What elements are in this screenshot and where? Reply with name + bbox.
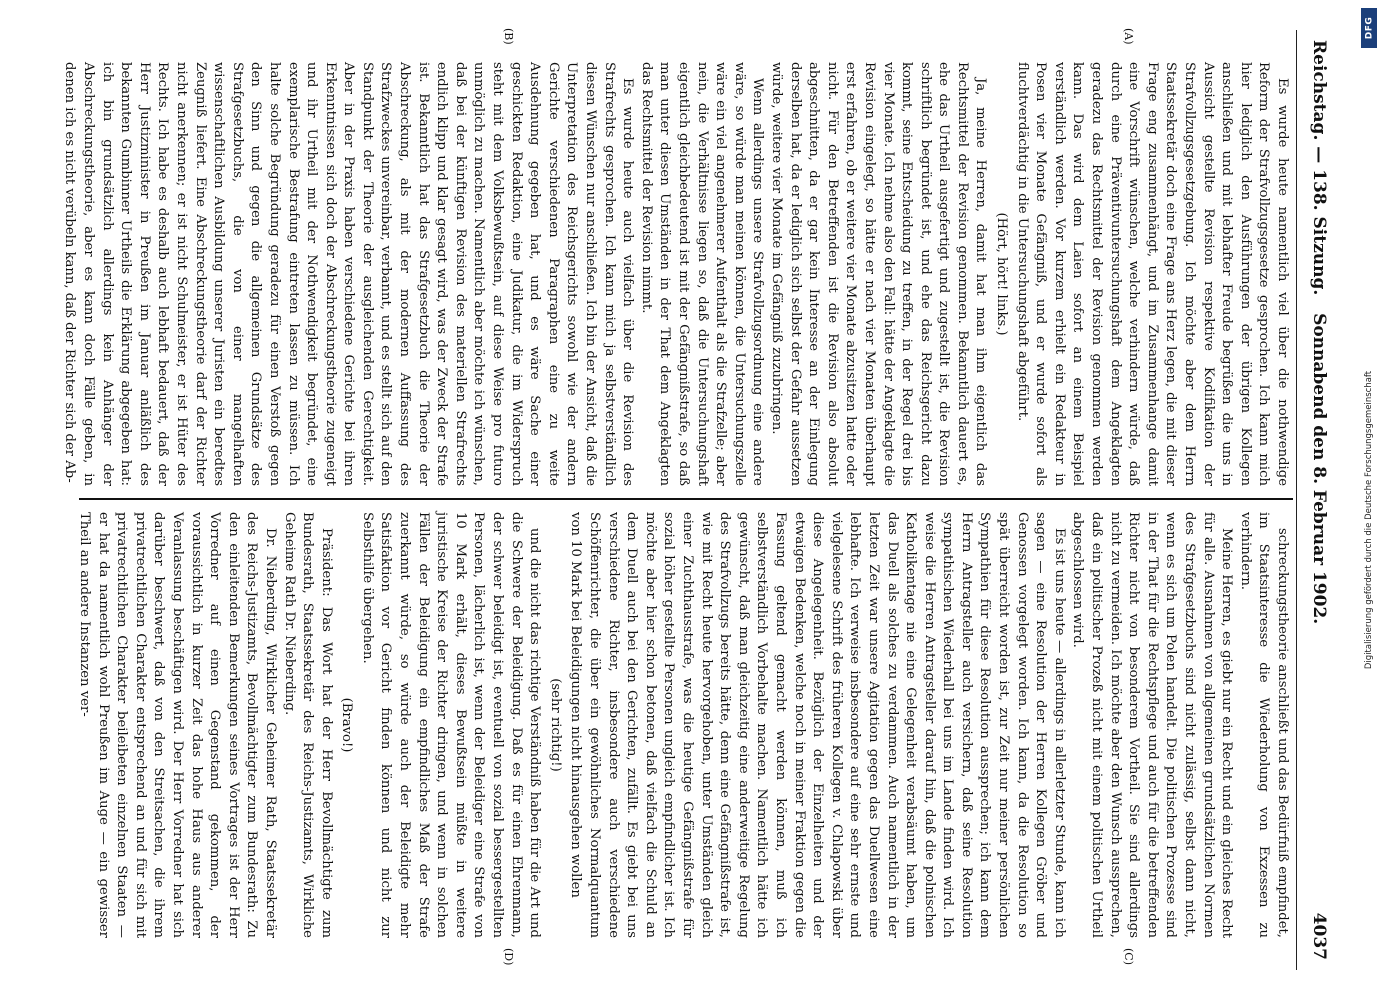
digitization-credit-text: Digitalisierung gefördert durch die Deutsche Forschungsgemeinschaft — [1364, 370, 1374, 670]
paragraph: Es ist uns heute — allerdings in allerletzter Stunde, kann ich sagen — eine Resolution der Herren Kollegen Gröber und Genossen vorgelegt worden. Ich kann, da die Resolution so spät überreicht worden ist, zur Zeit nur meiner persönlichen Sympathien für diese Resolution aussprechen; ich kann dem Herrn Antragsteller auch versichern, daß seine Resolution sympathischen Wiederhall bei uns im Lande finden wird. Ich weise die Herren Antragsteller darauf hin, daß die polnischen Katholikentage nie eine Gelegenheit verabsäumt haben, um das Duell als solches zu verdammen. Auch namentlich in der letzten Zeit war unsere Agitation gegen das Duellwesen eine lebhafte. Ich verweise insbesondere auf eine sehr ernste und vielgelesene Schrift des früheren Kollegen v. Chlapowski über diese Angelegenheit. Bezüglich der Einzelheiten und der etwaigen Bedenken, welche noch in meiner Fraktion gegen die Fassung geltend gemacht werden können, muß ich selbstverständlich Vorbehalte machen. Namentlich hätte ich gewünscht, daß man gleichzeitig eine anderweitige Regelung des Strafvollzugs bereits hätte, denn eine Gefängnißstrafe ist, wie mit Recht heute hervorgehoben, unter Umständen gleich einer Zuchthausstrafe, was die heutige Gefängnißstrafe für sozial höher gestellte Personen ungleich empfindlicher ist. Ich möchte aber hier schon betonen, daß vielfach die Schuld an dem Duell auch bei den Gerichten, zufällt. Es giebt bei uns verschiedene Richter, insbesondere auch verschiedene Schöffenrichter, die über ein gewöhnliches Normalquantum von 10 Mark bei Beleidigungen nicht hinausgehen wollen — [568, 512, 1067, 938]
interjection: (Bravo!) — [339, 697, 355, 753]
header-rule — [1296, 30, 1297, 970]
dfg-logo-text: DFG — [1364, 16, 1375, 40]
paragraph: Wenn allerdings unsere Strafvollzugsordnung eine andere wäre, so würde man meinen können, die Untersuchungszelle wäre ein viel angenehmerer Aufenthalt als die Strafzelle; aber nein, die Verhältnisse liegen so, daß die Untersuchungshaft eigentlich gleichbedeutend ist mit der Gefängnißstrafe, so daß man unter diesen Umständen in der That dem Angeklagten das Rechtsmittel der Revision nimmt. — [638, 62, 766, 486]
margin-marker-a: (A) — [1122, 28, 1135, 45]
column-divider — [79, 498, 1293, 500]
paragraph: Präsident: Das Wort hat der Herr Bevollmächtigte zum Bundesrath, Staatssekretär des Reichs-Justizamts, Wirkliche Geheime Rath Dr. Nieberding. — [281, 512, 334, 938]
digitization-credit — [1360, 120, 1378, 920]
paragraph: Dr. Nieberding, Wirklicher Geheimer Rath, Staatssekretär des Reichs-Justizamts, Bevollmächtigter zum Bundesrath: Zu den einleitenden Bemerkungen seines Vortrages ist der Herr Vorredner auf einen Gegenstand gekommen, der voraussichtlich in kurzer Zeit das hohe Haus aus anderer Veranlassung beschäftigen wird. Der Herr Vorredner hat sich darüber beschwert, daß von den Streitsachen, die ihrem privatrechtlichen Charakter entsprechend an und für sich mit privatrechtlichen Charakter beileibeten einzelnen Staaten — er hat da namentlich wohl Preußen im Auge — ein gewisser Theil an andere Instanzen ver- — [77, 512, 278, 938]
interjection: (Hört, hört! links.) — [994, 212, 1010, 336]
margin-marker-d: (D) — [502, 948, 515, 966]
paragraph: Ja, meine Herren, damit hat man ihm eigentlich das Rechtsmittel der Revision genommen. Bekanntlich dauert es, ehe das Urtheil ausgefertigt und zugestellt ist, die Revision schriftlich begründet ist, und ehe das Reichsgericht dazu kommt, seine Entscheidung zu treffen, in der Regel drei bis vier Monate. Ich nehme also den Fall: hätte der Angeklagte die Revision eingelegt, so hätte er nach vier Monaten überhaupt erst erfahren, ob er weitere vier Monate abzusitzen hatte oder nicht. Für den Betreffenden ist die Revision also absolut abgeschnitten, da er gar kein Interesse an der Einlegung derselben hat, da er lediglich sich selbst der Gefahr aussetzen würde, weitere vier Monate im Gefängniß zuzubringen. — [768, 62, 989, 486]
right-column — [75, 512, 1291, 938]
page-number: 4037 — [1309, 912, 1329, 960]
margin-marker-b: (B) — [502, 28, 515, 45]
page-header — [1301, 40, 1329, 960]
paragraph: und die nicht das richtige Verständniß haben für die Art und die Schwere der Beleidigung. Daß es für einen Ehrenmann, der schwer beleidigt ist, eventuell von sozial bessergestellten Personen, lächerlich ist, wenn der Beleidiger eine Strafe von 10 Mark erhält, dieses Bewußtsein müßte in weitere juristische Kreise der Richter dringen, und wenn in solchen Fällen der Beleidigung ein empfindliches Maß der Strafe zuerkannt würde, so würde auch der Beleidigte mehr Satisfaktion vor Gericht finden können und nicht zur Selbsthilfe übergehen. — [359, 512, 543, 938]
header-session: Reichstag. — 138. Sitzung. Sonnabend den 8. Februar 1902. — [1309, 40, 1329, 625]
dfg-logo — [1361, 8, 1377, 48]
margin-marker-c: (C) — [1122, 948, 1135, 965]
paragraph: Es wurde heute auch vielfach über die Revision des Strafrechts gesprochen. Ich kann mich ja selbstverständlich diesen Wünschen nur anschließen. Ich bin der Ansicht, daß die Unterpretation des Reichsgerichts sowohl wie der andern Gerichte verschiedenen Paragraphen eine zu weite Ausdehnung gegeben hat, und es wäre Sache einer geschickten Redaktion, eine Judikatur, die im Widerspruch steht mit dem Volksbewußtsein, auf diese Weise pro futuro unmöglich zu machen. Namentlich aber möchte ich wünschen, daß bei der künftigen Revision des materiellen Strafrechts endlich klipp und klar gesagt wird, was der Zweck der Strafe ist. Bekanntlich hat das Strafgesetzbuch die Theorie der Abschreckung, als mit der modernen Auffassung des Strafzweckes unvereinbar, verbannt, und es stellt sich auf den Standpunkt der Theorie der ausgleichenden Gerechtigkeit. Aber in der Praxis haben verschiedene Gerichte bei ihren Erkenntnissen sich doch der Abschreckungstheorie zugeneigt und ihr Urtheil mit der Nothwendigkeit begründet, eine exemplarische Bestrafung eintreten lassen zu müssen. Ich halte solche Begründung geradezu für einen Verstoß gegen den Sinn und gegen die allgemeinen Grundsätze des Strafgesetzbuchs, die von einer mangelhaften wissenschaftlichen Ausbildung unserer Juristen ein beredtes Zeugniß liefert. Eine Abschreckungstheorie darf der Richter nicht anerkennen; er ist nicht Schulmeister, er ist Hüter des Rechts. Ich habe es deshalb auch lebhaft bedauert, daß der Herr Justizminister in Preußen im Januar anläßlich des bekannten Gumbinner Urtheils die Erklärung abgegeben hat: ich bin grundsätzlich allerdings kein Anhänger der Abschreckungstheorie, aber es kann doch Fälle geben, in denen ich es nicht verübeln kann, daß der Richter sich der Ab- — [62, 62, 636, 486]
interjection: (sehr richtig!) — [547, 678, 563, 772]
document-page — [55, 20, 1335, 980]
left-column — [62, 62, 1291, 486]
paragraph: schreckungstheorie anschließt und das Bedürfniß empfindet, im Staatsinteresse die Wiederholung von Exzessen zu verhindern. — [1237, 512, 1290, 938]
paragraph: Meine Herren, es giebt nur ein Recht und ein gleiches Recht für alle. Ausnahmen von allgemeinen grundsätzlichen Normen des Strafgesetzbuchs sind nicht zulässig, selbst dann nicht, wenn es sich um Polen handelt. Die politischen Prozesse sind in der That für die Rechtspflege und auch für die betreffenden Richter nicht von besonderem Vortheil. Sie sind allerdings nicht zu vermeiden. Ich möchte aber den Wunsch aussprechen, daß ein politischer Prozeß nicht mit einem politischen Urtheil abgeschlossen wird. — [1070, 512, 1235, 938]
paragraph: Es wurde heute namentlich viel über die nothwendige Reform der Strafvollzugsgesetze gesprochen. Ich kann mich hier lediglich den Ausführungen der übrigen Kollegen anschließen und mit lebhafter Freude begrüßen die uns in Aussicht gestellte Revision respektive Kodifikation der Strafvollzugsgesetzgebung. Ich möchte aber dem Herrn Staatssekretär doch eine Frage ans Herz legen, die mit dieser Frage eng zusammenhängt, und im Zusammenhange damit eine Vorschrift wünschen, welche verhindern würde, daß durch eine Präventivuntersuchungshaft dem Angeklagten geradezu das Rechtsmittel der Revision genommen werden kann. Das wird dem Laien sofort an einem Beispiel verständlich werden. Vor kurzem erhielt ein Redakteur in Posen vier Monate Gefängniß, und er wurde sofort als fluchtverdächtig in die Untersuchungshaft abgeführt. — [1014, 62, 1290, 486]
